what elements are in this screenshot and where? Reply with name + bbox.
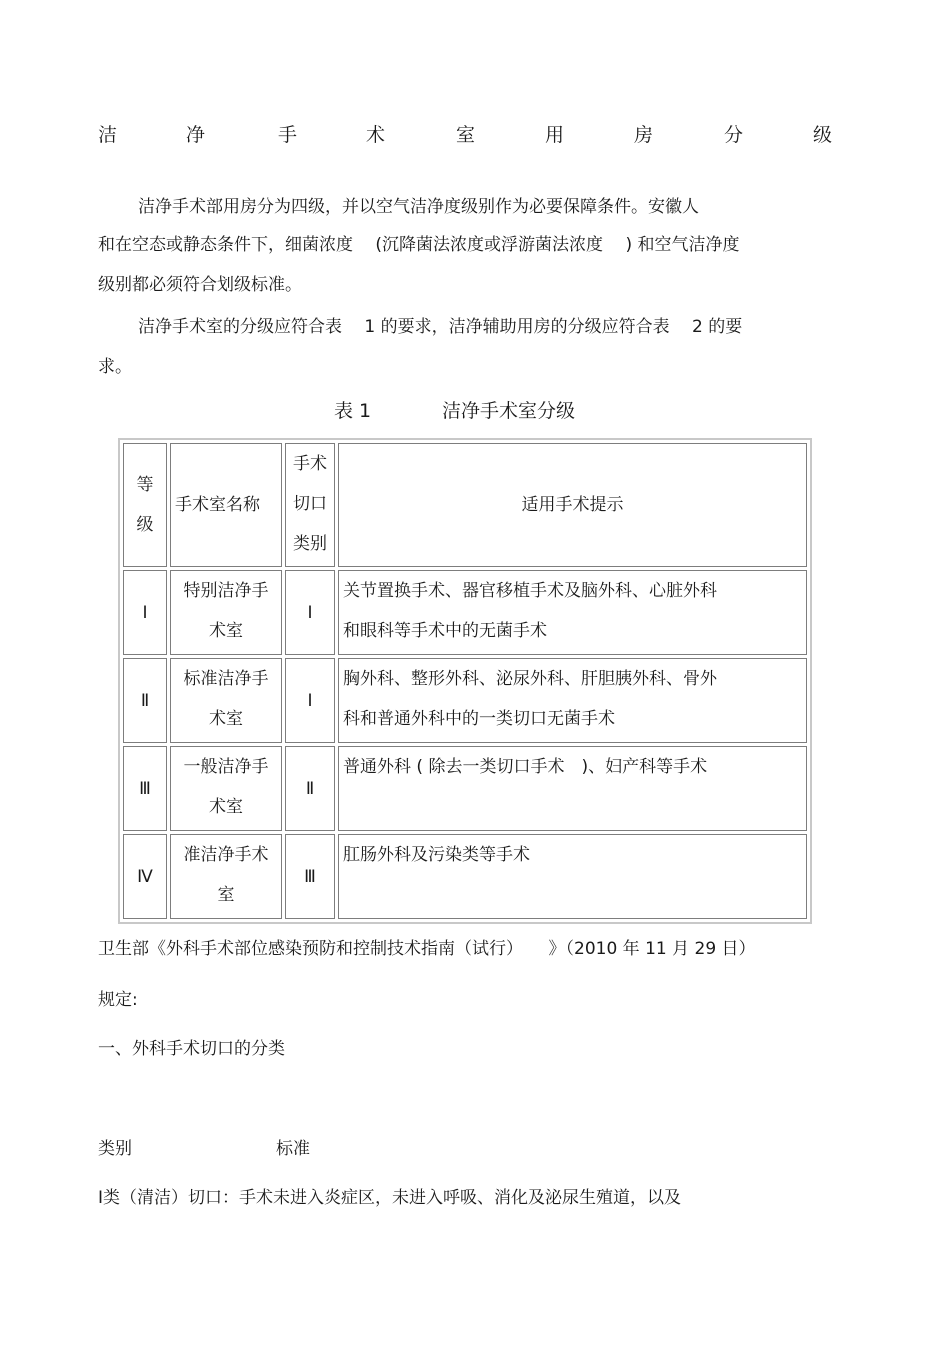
title-char: 手: [278, 124, 298, 146]
grade-cell: Ⅱ: [123, 658, 167, 743]
column-label-category: 类别: [98, 1139, 132, 1159]
intro-paragraph-1-line-2: 和在空态或静态条件下，细菌浓度 (沉降菌法浓度或浮游菌法浓度 ) 和空气洁净度: [98, 235, 740, 255]
grade-table: [118, 438, 812, 924]
table-row: [123, 570, 807, 655]
table-row: [123, 746, 807, 831]
title-char: 级: [813, 124, 833, 146]
table-row: [123, 658, 807, 743]
table-caption-name: 洁净手术室分级: [442, 400, 576, 422]
surgery-tips-cell: 胸外科、整形外科、泌尿外科、肝胆胰外科、骨外 科和普通外科中的一类切口无菌手术: [338, 658, 807, 743]
title-char: 洁: [98, 124, 118, 146]
header-room-name: 手术室名称: [170, 443, 282, 567]
title-char: 净: [186, 124, 206, 146]
intro-paragraph-2-line-1: 洁净手术室的分级应符合表 1 的要求，洁净辅助用房的分级应符合表 2 的要: [138, 317, 743, 337]
surgery-tips-cell: 普通外科 ( 除去一类切口手术 )、妇产科等手术: [338, 746, 807, 831]
title-char: 房: [634, 124, 654, 146]
rule-label: 规定:: [98, 990, 138, 1010]
grade-cell: Ⅳ: [123, 834, 167, 919]
intro-paragraph-1-line-1: 洁净手术部用房分为四级，并以空气洁净度级别作为必要保障条件。安徽人: [138, 197, 699, 217]
grade-cell: Ⅰ: [123, 570, 167, 655]
header-applicable-surgery: 适用手术提示: [338, 443, 807, 567]
intro-paragraph-1-line-3: 级别都必须符合划级标准。: [98, 275, 302, 295]
room-name-cell: 准洁净手术 室: [170, 834, 282, 919]
page-title: [98, 120, 834, 146]
title-char: 室: [456, 124, 476, 146]
incision-class-cell: Ⅰ: [285, 658, 335, 743]
room-name-cell: 一般洁净手 术室: [170, 746, 282, 831]
surgery-tips-cell: 肛肠外科及污染类等手术: [338, 834, 807, 919]
title-char: 用: [545, 124, 565, 146]
room-name-cell: 标准洁净手 术室: [170, 658, 282, 743]
grade-cell: Ⅲ: [123, 746, 167, 831]
room-name-cell: 特别洁净手 术室: [170, 570, 282, 655]
header-incision-class: 手术 切口 类别: [285, 443, 335, 567]
table-row: [123, 834, 807, 919]
table-header-row: [123, 443, 807, 567]
incision-class-cell: Ⅰ: [285, 570, 335, 655]
column-label-standard: 标准: [276, 1139, 310, 1159]
class-1-description: Ⅰ类（清洁）切口：手术未进入炎症区，未进入呼吸、消化及泌尿生殖道，以及: [98, 1188, 682, 1208]
intro-paragraph-2-line-2: 求。: [98, 357, 132, 377]
table-caption-label: 表 1: [334, 400, 372, 422]
title-char: 分: [724, 124, 744, 146]
section-heading: 一、外科手术切口的分类: [98, 1039, 285, 1059]
title-char: 术: [366, 124, 386, 146]
surgery-tips-cell: 关节置换手术、器官移植手术及脑外科、心脏外科 和眼科等手术中的无菌手术: [338, 570, 807, 655]
source-citation: 卫生部《外科手术部位感染预防和控制技术指南（试行） 》（2010 年 11 月 29 日）: [98, 939, 756, 959]
incision-class-cell: Ⅱ: [285, 746, 335, 831]
incision-class-cell: Ⅲ: [285, 834, 335, 919]
header-grade: 等 级: [123, 443, 167, 567]
